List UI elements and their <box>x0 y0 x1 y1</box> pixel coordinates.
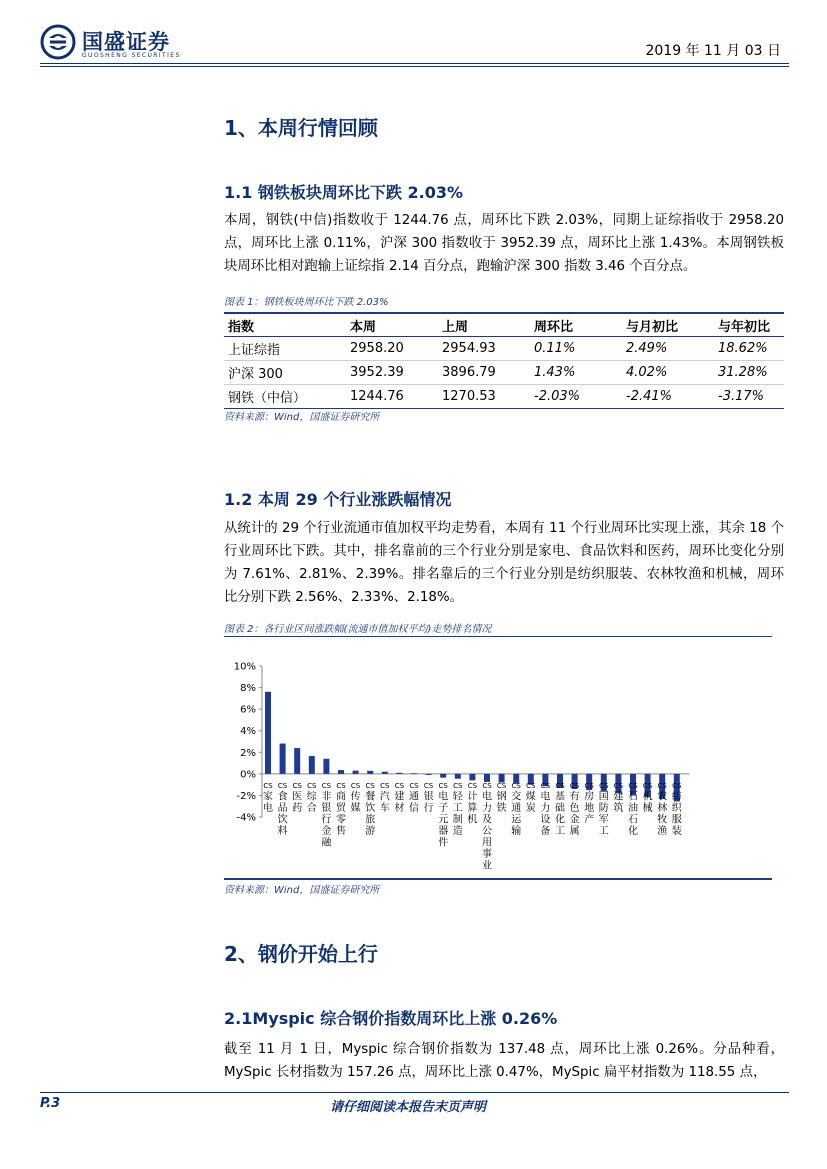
bar <box>309 756 315 774</box>
table-cell: 3896.79 <box>438 361 530 385</box>
chart-bottom-rule <box>224 878 772 880</box>
table-cell: 2.49% <box>622 337 714 361</box>
x-tick-label: CS 建筑 <box>613 781 624 814</box>
x-tick-label: CS 通信 <box>409 781 419 814</box>
table-header-cell: 周环比 <box>530 313 622 337</box>
table-row <box>224 385 784 409</box>
section-1-title: 1、本周行情回顾 <box>224 116 378 140</box>
y-tick-label: 0% <box>240 769 256 781</box>
bar <box>396 773 402 774</box>
table-cell: -2.41% <box>622 385 714 409</box>
header-divider <box>40 63 789 64</box>
x-tick-label: CS 房地产 <box>584 781 595 826</box>
x-tick-label: CS 银行 <box>423 781 434 814</box>
table-1-source: 资料来源：Wind，国盛证券研究所 <box>224 412 380 423</box>
bar <box>265 692 271 774</box>
table-cell: 1244.76 <box>346 385 438 409</box>
table-cell: 1.43% <box>530 361 622 385</box>
table-1-caption: 图表 1：钢铁板块周环比下跌 2.03% <box>224 297 389 308</box>
table-header-cell: 指数 <box>224 313 346 337</box>
disclaimer-note: 请仔细阅读本报告末页声明 <box>330 1100 487 1115</box>
bar <box>338 770 344 774</box>
x-tick-label: CS 建材 <box>394 781 405 814</box>
table-row <box>224 337 784 361</box>
table-cell: -3.17% <box>714 385 784 409</box>
x-tick-label: CS 石油石化 <box>628 781 638 837</box>
x-tick-label: CS 国防军工 <box>598 781 609 837</box>
x-tick-label: CS 商贸零售 <box>336 781 346 837</box>
logo-icon <box>40 24 76 60</box>
x-tick-label: CS 电子元器件 <box>438 781 449 849</box>
table-cell: 4.02% <box>622 361 714 385</box>
page-number: P.3 <box>40 1096 61 1111</box>
x-tick-label: CS 家电 <box>263 781 273 814</box>
table-cell: 0.11% <box>530 337 622 361</box>
table-cell: -2.03% <box>530 385 622 409</box>
section-2-1-paragraph: 截至 11 月 1 日，Myspic 综合钢价指数为 137.48 点，周环比上涨 0.26%。分品种看，MySpic 长材指数为 157.26 点，周环比上涨 0.47%，MySpic 扁平材指数为 118.55 点， <box>224 1042 784 1080</box>
table-header-cell: 与月初比 <box>622 313 714 337</box>
x-tick-label: CS 汽车 <box>379 781 390 814</box>
table-cell: 18.62% <box>714 337 784 361</box>
logo-subtext: GUOSHENG SECURITIES <box>82 52 181 59</box>
bar <box>426 774 432 775</box>
bar <box>484 774 490 782</box>
table-cell: 31.28% <box>714 361 784 385</box>
x-tick-label: CS 纺织服装 <box>671 781 682 837</box>
bar <box>469 774 475 780</box>
chart-2-caption: 图表 2：各行业区间涨跌幅(流通市值加权平均)走势排名情况 <box>224 624 492 635</box>
table-header-cell: 上周 <box>438 313 530 337</box>
footer-divider <box>40 1092 789 1093</box>
x-tick-label: CS 餐饮旅游 <box>365 781 376 837</box>
report-date: 2019 年 11 月 03 日 <box>645 43 781 59</box>
index-table <box>224 312 784 409</box>
chart-2-source: 资料来源：Wind，国盛证券研究所 <box>224 885 380 896</box>
x-tick-label: CS 机械 <box>642 781 653 814</box>
bar <box>382 772 388 774</box>
table-cell: 上证综指 <box>224 337 346 361</box>
table-cell: 沪深 300 <box>224 361 346 385</box>
table-header-cell: 与年初比 <box>714 313 784 337</box>
table-cell: 3952.39 <box>346 361 438 385</box>
x-tick-label: CS 交通运输 <box>511 781 522 837</box>
table-header-row <box>224 313 784 337</box>
x-tick-label: CS 传媒 <box>350 781 361 814</box>
table-cell: 1270.53 <box>438 385 530 409</box>
section-1-2-title: 1.2 本周 29 个行业涨跌幅情况 <box>224 490 452 509</box>
bar <box>294 748 300 774</box>
y-tick-label: 4% <box>240 726 256 738</box>
y-tick-label: 2% <box>240 747 256 759</box>
bar <box>323 759 329 774</box>
y-tick-label: 10% <box>233 661 256 673</box>
x-tick-label: CS 食品饮料 <box>277 781 288 837</box>
bar <box>367 771 373 774</box>
x-tick-label: CS 非银行金融 <box>321 781 332 849</box>
table-header-cell: 本周 <box>346 313 438 337</box>
bar <box>455 774 461 779</box>
x-tick-label: CS 基础化工 <box>555 781 565 837</box>
logo-text: 国盛证券 <box>82 30 170 54</box>
table-cell: 钢铁（中信） <box>224 385 346 409</box>
y-tick-label: -2% <box>236 790 256 802</box>
industry-bar-chart <box>224 650 772 876</box>
section-2-1-title: 2.1Myspic 综合钢价指数周环比上涨 0.26% <box>224 1009 558 1028</box>
x-tick-label: CS 煤炭 <box>525 781 536 814</box>
section-1-1-paragraph: 本周，钢铁(中信)指数收于 1244.76 点，周环比下跌 2.03%，同期上证综指收于 2958.20 点，周环比上涨 0.11%，沪深 300 指数收于 3952.39 点，周环比上涨 1.43%。本周钢铁板块周环比相对跑输上证综指 2.14 百分点，跑输沪深 300 指数 3.46 个百分点。 <box>224 213 784 274</box>
bar <box>353 771 359 774</box>
table-row <box>224 361 784 385</box>
section-1-2-paragraph: 从统计的 29 个行业流通市值加权平均走势看，本周有 11 个行业周环比实现上涨，其余 18 个行业周环比下跌。其中，排名靠前的三个行业分别是家电、食品饮料和医药，周环比变化分别为 7.61%、2.81%、2.39%。排名靠后的三个行业分别是纺织服装、农林牧渔和机械，周环比分别下跌 2.56%、2.33%、2.18%。 <box>224 521 784 605</box>
x-tick-label: CS 计算机 <box>467 781 478 826</box>
header-divider-secondary <box>40 66 789 67</box>
x-tick-label: CS 钢铁 <box>496 781 507 814</box>
y-tick-label: -4% <box>236 812 256 824</box>
x-tick-label: CS 医药 <box>292 781 303 814</box>
x-tick-label: CS 轻工制造 <box>452 781 463 837</box>
x-tick-label: CS 电力及公用事业 <box>482 781 492 872</box>
x-tick-label: CS 有色金属 <box>569 781 580 837</box>
x-tick-label: CS 电力设备 <box>540 781 551 837</box>
y-tick-label: 6% <box>240 704 256 716</box>
chart-top-rule <box>224 636 772 637</box>
x-tick-label: CS 农林牧渔 <box>657 781 668 837</box>
y-tick-label: 8% <box>240 683 256 695</box>
x-tick-label: CS 综合 <box>306 781 317 814</box>
bar <box>280 744 286 774</box>
table-cell: 2954.93 <box>438 337 530 361</box>
bar <box>411 773 417 774</box>
section-2-title: 2、钢价开始上行 <box>224 942 378 966</box>
table-cell: 2958.20 <box>346 337 438 361</box>
section-1-1-title: 1.1 钢铁板块周环比下跌 2.03% <box>224 183 463 202</box>
bar <box>440 774 446 778</box>
